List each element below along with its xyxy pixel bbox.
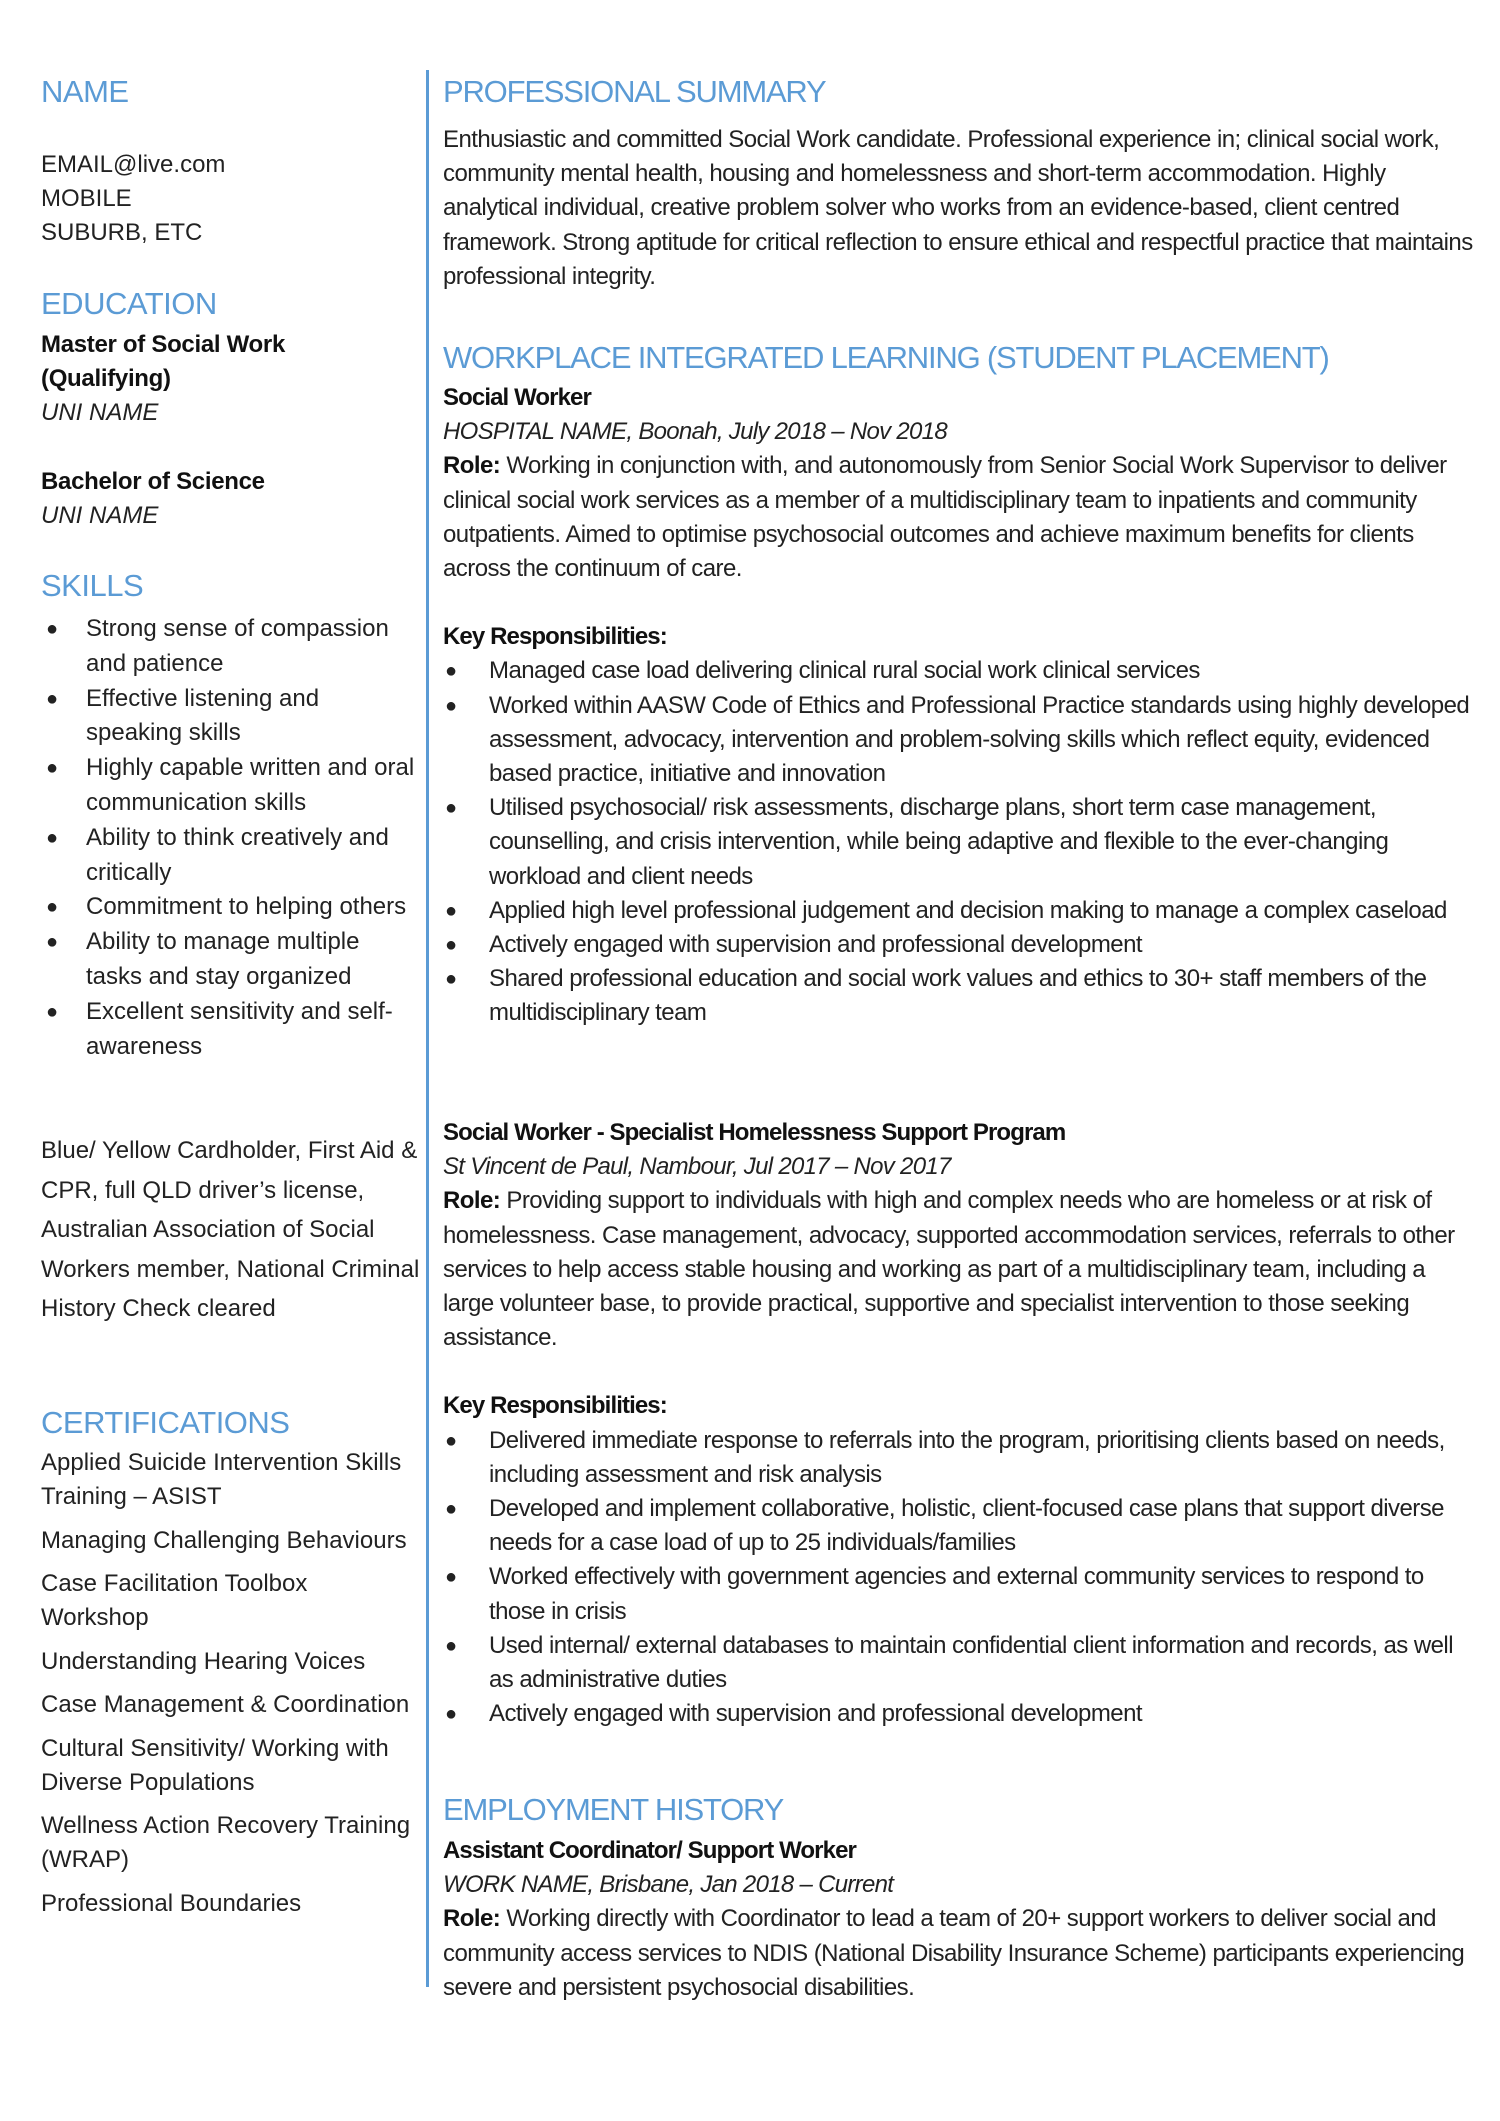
bullet-icon: ●	[46, 618, 59, 640]
skill-text: Ability to manage multiple tasks and stay organized	[86, 928, 360, 990]
role-text: Working in conjunction with, and autonomously from Senior Social Work Supervisor to deliver clinical social work services as a member of a multidisciplinary team to inpatients and community outpatients. Aimed to optimise psychosocial outcomes and achieve maximum benefits for clients across the continuum of care.	[443, 452, 1447, 583]
candidate-name: NAME	[41, 74, 129, 109]
responsibility-item	[443, 654, 1473, 688]
skill-item	[41, 890, 421, 925]
bullet-icon: ●	[445, 899, 457, 922]
degree-1-title-qualifier: (Qualifying)	[41, 365, 171, 392]
responsibility-text: Managed case load delivering clinical rural social work clinical services	[489, 657, 1200, 685]
bullet-icon: ●	[445, 694, 457, 717]
skill-text: Ability to think creatively and critically	[86, 823, 389, 886]
responsibility-item	[443, 962, 1473, 1030]
bullet-icon: ●	[445, 1498, 457, 1521]
responsibility-text: Utilised psychosocial/ risk assessments, discharge plans, short term case management, counselling, and crisis intervention, while being adaptive and flexible to the ever-changing workload and client needs	[489, 794, 1389, 890]
responsibility-text: Actively engaged with supervision and professional development	[489, 1700, 1142, 1728]
bullet-icon: ●	[445, 1429, 457, 1452]
skill-text: Highly capable written and oral communication skills	[86, 754, 415, 816]
role-label: Role:	[443, 1187, 501, 1215]
skill-text: Strong sense of compassion and patience	[86, 615, 389, 677]
skill-item	[41, 995, 421, 1065]
certification-item: Case Facilitation Toolbox Workshop	[41, 1570, 308, 1631]
responsibility-text: Developed and implement collaborative, holistic, client-focused case plans that support diverse needs for a case load of up to 25 individuals/families	[489, 1495, 1444, 1557]
contact-mobile: MOBILE	[41, 185, 132, 212]
bullet-icon: ●	[46, 826, 59, 849]
credentials-paragraph: Blue/ Yellow Cardholder, First Aid & CPR, full QLD driver’s license, Australian Association of Social Workers member, National Criminal History Check cleared	[41, 1137, 420, 1322]
role-label: Role:	[443, 452, 501, 480]
bullet-icon: ●	[445, 1634, 457, 1657]
summary-heading: PROFESSIONAL SUMMARY	[443, 74, 826, 109]
job-subtitle: St Vincent de Paul, Nambour, Jul 2017 – Nov 2017	[443, 1153, 951, 1181]
responsibility-text: Applied high level professional judgement and decision making to manage a complex caseload	[489, 896, 1447, 924]
certification-item: Applied Suicide Intervention Skills Training – ASIST	[41, 1449, 402, 1510]
responsibilities-list	[443, 654, 1473, 1030]
key-responsibilities-label: Key Responsibilities:	[443, 623, 667, 651]
certifications-list	[41, 1446, 421, 1930]
role-text: Providing support to individuals with high and complex needs who are homeless or at risk of homelessness. Case management, advocacy, supported accommodation services, referrals to other services to help access stable housing and working as part of a multidisciplinary team, including a large volunteer base, to provide practical, supportive and specialist intervention to those seeking assistance.	[443, 1187, 1455, 1352]
skill-text: Effective listening and speaking skills	[86, 684, 320, 747]
skills-list	[41, 612, 421, 1064]
bullet-icon: ●	[46, 687, 59, 710]
skill-item	[41, 821, 421, 891]
key-responsibilities-label: Key Responsibilities:	[443, 1392, 667, 1420]
responsibility-item	[443, 894, 1473, 928]
job-title: Assistant Coordinator/ Support Worker	[443, 1837, 856, 1864]
responsibility-text: Used internal/ external databases to maintain confidential client information and records, as well as administrative duties	[489, 1631, 1453, 1694]
bullet-icon: ●	[445, 797, 457, 820]
degree-1-title: Master of Social Work	[41, 331, 285, 358]
placement-job-2	[443, 1116, 1473, 1731]
responsibility-item	[443, 1629, 1473, 1697]
responsibility-item	[443, 1492, 1473, 1560]
bullet-icon: ●	[445, 660, 457, 683]
job-subtitle: WORK NAME, Brisbane, Jan 2018 – Current	[443, 1871, 894, 1899]
skill-item	[41, 612, 421, 682]
responsibility-text: Worked within AASW Code of Ethics and Professional Practice standards using highly developed assessment, advocacy, intervention and problem-solving skills which reflect equity, evidenced based practice, initiative and innovation	[489, 691, 1470, 788]
bullet-icon: ●	[445, 1566, 457, 1589]
employment-job-1	[443, 1834, 1473, 2005]
degree-2-title: Bachelor of Science	[41, 468, 265, 495]
responsibilities-list	[443, 1424, 1473, 1732]
bullet-icon: ●	[445, 968, 457, 991]
job-title: Social Worker - Specialist Homelessness Support Program	[443, 1119, 1066, 1146]
certification-item: Wellness Action Recovery Training (WRAP)	[41, 1812, 411, 1873]
bullet-icon: ●	[445, 1703, 457, 1726]
bullet-icon: ●	[46, 757, 59, 780]
certifications-heading: CERTIFICATIONS	[41, 1405, 290, 1440]
placement-heading: WORKPLACE INTEGRATED LEARNING (STUDENT PLACEMENT)	[443, 340, 1329, 375]
bullet-icon: ●	[445, 934, 457, 957]
skills-heading: SKILLS	[41, 568, 144, 603]
responsibility-item	[443, 1697, 1473, 1731]
employment-heading: EMPLOYMENT HISTORY	[443, 1792, 784, 1827]
contact-email: EMAIL@live.com	[41, 151, 226, 178]
certification-item: Professional Boundaries	[41, 1889, 302, 1917]
column-divider	[426, 70, 429, 1987]
skill-item	[41, 925, 421, 995]
responsibility-item	[443, 689, 1473, 792]
education-heading: EDUCATION	[41, 286, 217, 321]
responsibility-item	[443, 791, 1473, 894]
skill-text: Excellent sensitivity and self-awareness	[86, 997, 393, 1060]
skill-item	[41, 682, 421, 752]
responsibility-text: Delivered immediate response to referrals into the program, prioritising clients based on needs, including assessment and risk analysis	[489, 1426, 1445, 1488]
bullet-icon: ●	[46, 1000, 59, 1023]
certification-item: Case Management & Coordination	[41, 1691, 410, 1718]
responsibility-text: Actively engaged with supervision and professional development	[489, 931, 1142, 959]
summary-text: Enthusiastic and committed Social Work candidate. Professional experience in; clinical social work, community mental health, housing and homelessness and short-term accommodation. Highly analytical individual, creative problem solver who works from an evidence-based, client centred framework. Strong aptitude for critical reflection to ensure ethical and respectful practice that maintains professional integrity.	[443, 126, 1473, 290]
job-role	[443, 449, 1473, 586]
bullet-icon: ●	[46, 931, 59, 954]
contact-address: SUBURB, ETC	[41, 219, 203, 246]
placement-job-1	[443, 381, 1473, 1031]
bullet-icon: ●	[46, 896, 59, 919]
responsibility-text: Worked effectively with government agencies and external community services to respond to those in crisis	[489, 1563, 1424, 1625]
responsibility-item	[443, 1560, 1473, 1628]
role-text: Working directly with Coordinator to lead a team of 20+ support workers to deliver social and community access services to NDIS (National Disability Insurance Scheme) participants experiencing severe and persistent psychosocial disabilities.	[443, 1905, 1465, 2001]
degree-2-institution: UNI NAME	[41, 502, 159, 529]
responsibility-text: Shared professional education and social work values and ethics to 30+ staff members of the multidisciplinary team	[489, 965, 1427, 1027]
role-label: Role:	[443, 1905, 501, 1933]
job-title: Social Worker	[443, 384, 591, 411]
responsibility-item	[443, 1424, 1473, 1492]
skill-text: Commitment to helping others	[86, 893, 407, 921]
certification-item: Managing Challenging Behaviours	[41, 1526, 407, 1554]
skill-item	[41, 751, 421, 821]
responsibility-item	[443, 928, 1473, 962]
job-subtitle: HOSPITAL NAME, Boonah, July 2018 – Nov 2018	[443, 418, 947, 446]
job-role	[443, 1902, 1473, 2005]
certification-item: Cultural Sensitivity/ Working with Diverse Populations	[41, 1734, 389, 1796]
certification-item: Understanding Hearing Voices	[41, 1647, 366, 1675]
job-role	[443, 1184, 1473, 1355]
degree-1-institution: UNI NAME	[41, 399, 159, 426]
